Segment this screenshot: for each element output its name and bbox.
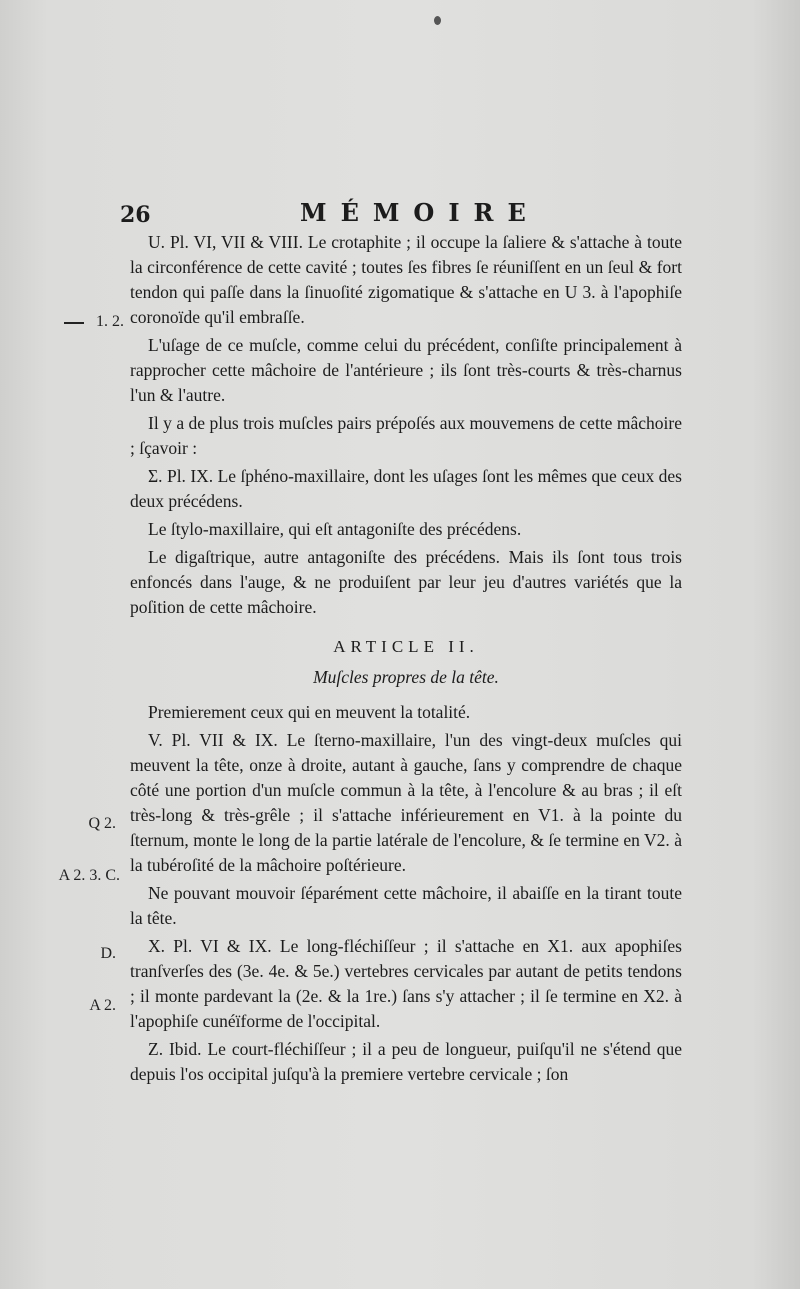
paragraph: Σ. Pl. IX. Le ſphéno-maxillaire, dont les uſages ſont les mêmes que ceux des deux précédens. [130, 466, 682, 511]
ink-blot [434, 16, 441, 25]
margin-note-2: Q 2. [88, 815, 116, 832]
paragraph: Premierement ceux qui en meuvent la totalité. [148, 702, 471, 722]
margin-note-1: 1. 2. [96, 313, 124, 330]
running-title: MÉMOIRE [300, 198, 540, 227]
paragraph: Le digaſtrique, autre antagoniſte des précédens. Mais ils ſont tous trois enfoncés dans l'auge, & ne produiſent par leur jeu d'autres variétés que la poſition de cette mâchoire. [130, 547, 682, 617]
paragraph: Z. Ibid. Le court-fléchiſſeur ; il a peu de longueur, puiſqu'il ne s'étend que depuis l'os occipital juſqu'à la premiere vertebre cervicale ; ſon [130, 1039, 682, 1084]
paragraph: Il y a de plus trois muſcles pairs prépoſés aux mouvemens de cette mâchoire ; ſçavoir : [130, 413, 682, 458]
paragraph: X. Pl. VI & IX. Le long-fléchiſſeur ; il s'attache en X1. aux apophiſes tranſverſes des (3e. 4e. & 5e.) vertebres cervicales par autant de petits tendons ; il monte pardevant la (2e. & la 1re.) ſans s'y attacher ; il ſe termine en X2. à l'apophiſe cunéïforme de l'occipital. [130, 936, 682, 1031]
paragraph: L'uſage de ce muſcle, comme celui du précédent, conſiſte principalement à rapprocher cette mâchoire de l'antérieure ; ils ſont très-courts & très-charnus l'un & l'autre. [130, 335, 682, 405]
paragraph: U. Pl. VI, VII & VIII. Le crotaphite ; il occupe la ſaliere & s'attache à toute la circonférence de cette cavité ; toutes ſes fibres ſe réuniſſent en un ſeul & fort tendon qui paſſe dans la ſinuoſité zigomatique & s'attache en U 3. à l'apophiſe coronoïde qu'il embraſſe. [130, 232, 682, 327]
page-body [130, 230, 682, 1087]
paragraph: Le ſtylo-maxillaire, qui eſt antagoniſte des précédens. [148, 519, 522, 539]
page-number: 26 [120, 202, 151, 228]
article-heading: ARTICLE II. [333, 637, 479, 656]
paragraph: V. Pl. VII & IX. Le ſterno-maxillaire, l'un des vingt-deux muſcles qui meuvent la tête, onze à droite, autant à gauche, ſans y comprendre de chaque côté une portion d'un muſcle commun à la tête, à l'encolure & au bras ; il eſt très-long & très-grêle ; il s'attache inférieurement en V1. à la pointe du ſternum, monte le long de la partie latérale de l'encolure, & ſe termine en V2. à la tubéroſité de la mâchoire poſtérieure. [130, 730, 682, 875]
paragraph: Ne pouvant mouvoir ſéparément cette mâchoire, il abaiſſe en la tirant toute la tête. [130, 883, 682, 928]
margin-note-3: A 2. 3. C. [58, 867, 120, 884]
margin-note-5: A 2. [89, 997, 116, 1014]
article-subheading: Muſcles propres de la tête. [313, 667, 499, 687]
margin-note-4: D. [100, 945, 116, 962]
page-header [120, 198, 680, 228]
